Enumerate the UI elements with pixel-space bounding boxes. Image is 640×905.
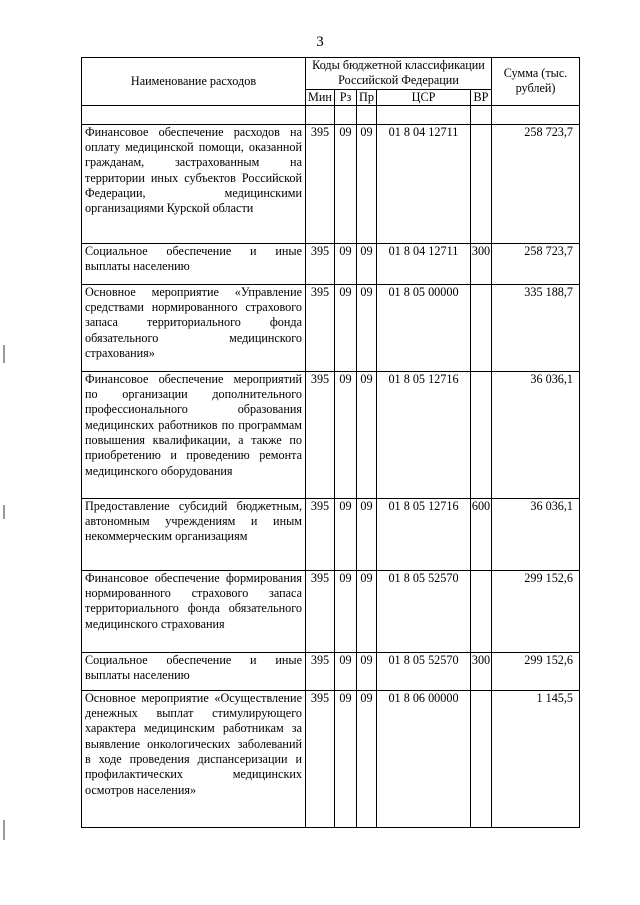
row-name: Социальное обеспечение и иные выплаты населению	[82, 243, 306, 284]
row-csr: 01 8 05 52570	[377, 570, 471, 652]
row-rz: 09	[335, 124, 357, 243]
row-csr: 01 8 04 12711	[377, 124, 471, 243]
row-min: 395	[306, 371, 335, 498]
header-codes-group: Коды бюджетной классификации Российской Федерации	[306, 58, 492, 90]
budget-table	[81, 57, 580, 828]
page-number: 3	[316, 34, 324, 50]
row-vr	[471, 570, 492, 652]
table-row	[82, 652, 580, 690]
header-pr: Пр	[357, 89, 377, 105]
row-rz: 09	[335, 570, 357, 652]
row-sum: 299 152,6	[492, 652, 580, 690]
table-row	[82, 371, 580, 498]
row-name: Предоставление субсидий бюджетным, автономным учреждениям и иным некоммерческим организациям	[82, 498, 306, 570]
row-vr	[471, 371, 492, 498]
row-sum: 335 188,7	[492, 284, 580, 371]
row-sum: 36 036,1	[492, 371, 580, 498]
row-pr: 09	[357, 570, 377, 652]
row-pr: 09	[357, 124, 377, 243]
scan-edge-mark	[3, 820, 5, 840]
row-vr: 600	[471, 498, 492, 570]
row-rz: 09	[335, 284, 357, 371]
row-vr: 300	[471, 243, 492, 284]
row-vr: 300	[471, 652, 492, 690]
spacer-row	[82, 105, 580, 124]
row-min: 395	[306, 570, 335, 652]
row-pr: 09	[357, 371, 377, 498]
row-pr: 09	[357, 690, 377, 827]
row-pr: 09	[357, 284, 377, 371]
header-csr: ЦСР	[377, 89, 471, 105]
row-rz: 09	[335, 652, 357, 690]
row-rz: 09	[335, 371, 357, 498]
row-name: Социальное обеспечение и иные выплаты населению	[82, 652, 306, 690]
row-name: Основное мероприятие «Осуществление денежных выплат стимулирующего характера медицинским работникам за выявление онкологических заболеваний в ходе проведения диспансеризации и профилактических медицинских осмотров населения»	[82, 690, 306, 827]
row-name: Финансовое обеспечение мероприятий по организации дополнительного профессионального образования медицинских работников по программам повышения квалификации, а также по приобретению и проведению ремонта медицинского оборудования	[82, 371, 306, 498]
row-csr: 01 8 05 00000	[377, 284, 471, 371]
row-name: Основное мероприятие «Управление средствами нормированного страхового запаса территориального фонда обязательного медицинского страхования»	[82, 284, 306, 371]
scan-edge-mark	[3, 345, 5, 363]
row-vr	[471, 124, 492, 243]
header-row	[82, 58, 580, 90]
table-row	[82, 284, 580, 371]
row-name: Финансовое обеспечение расходов на оплату медицинской помощи, оказанной гражданам, застрахованным на территории иных субъектов Российской Федерации, медицинскими организациями Курской области	[82, 124, 306, 243]
row-rz: 09	[335, 690, 357, 827]
row-vr	[471, 690, 492, 827]
row-csr: 01 8 04 12711	[377, 243, 471, 284]
table-row	[82, 124, 580, 243]
table-row	[82, 690, 580, 827]
row-vr	[471, 284, 492, 371]
row-csr: 01 8 05 12716	[377, 498, 471, 570]
header-name-col: Наименование расходов	[82, 58, 306, 106]
row-min: 395	[306, 690, 335, 827]
row-rz: 09	[335, 243, 357, 284]
row-rz: 09	[335, 498, 357, 570]
row-min: 395	[306, 243, 335, 284]
header-rz: Рз	[335, 89, 357, 105]
table-row	[82, 570, 580, 652]
row-csr: 01 8 05 12716	[377, 371, 471, 498]
row-csr: 01 8 05 52570	[377, 652, 471, 690]
row-sum: 36 036,1	[492, 498, 580, 570]
row-min: 395	[306, 124, 335, 243]
row-min: 395	[306, 284, 335, 371]
row-name: Финансовое обеспечение формирования нормированного страхового запаса территориального фонда обязательного медицинского страхования	[82, 570, 306, 652]
header-vr: ВР	[471, 89, 492, 105]
row-sum: 1 145,5	[492, 690, 580, 827]
row-pr: 09	[357, 498, 377, 570]
row-pr: 09	[357, 652, 377, 690]
header-sum-col: Сумма (тыс. рублей)	[492, 58, 580, 106]
scan-edge-mark	[3, 505, 5, 519]
table-row	[82, 498, 580, 570]
row-min: 395	[306, 498, 335, 570]
row-csr: 01 8 06 00000	[377, 690, 471, 827]
row-sum: 299 152,6	[492, 570, 580, 652]
row-pr: 09	[357, 243, 377, 284]
header-min: Мин	[306, 89, 335, 105]
table-row	[82, 243, 580, 284]
row-min: 395	[306, 652, 335, 690]
row-sum: 258 723,7	[492, 243, 580, 284]
row-sum: 258 723,7	[492, 124, 580, 243]
